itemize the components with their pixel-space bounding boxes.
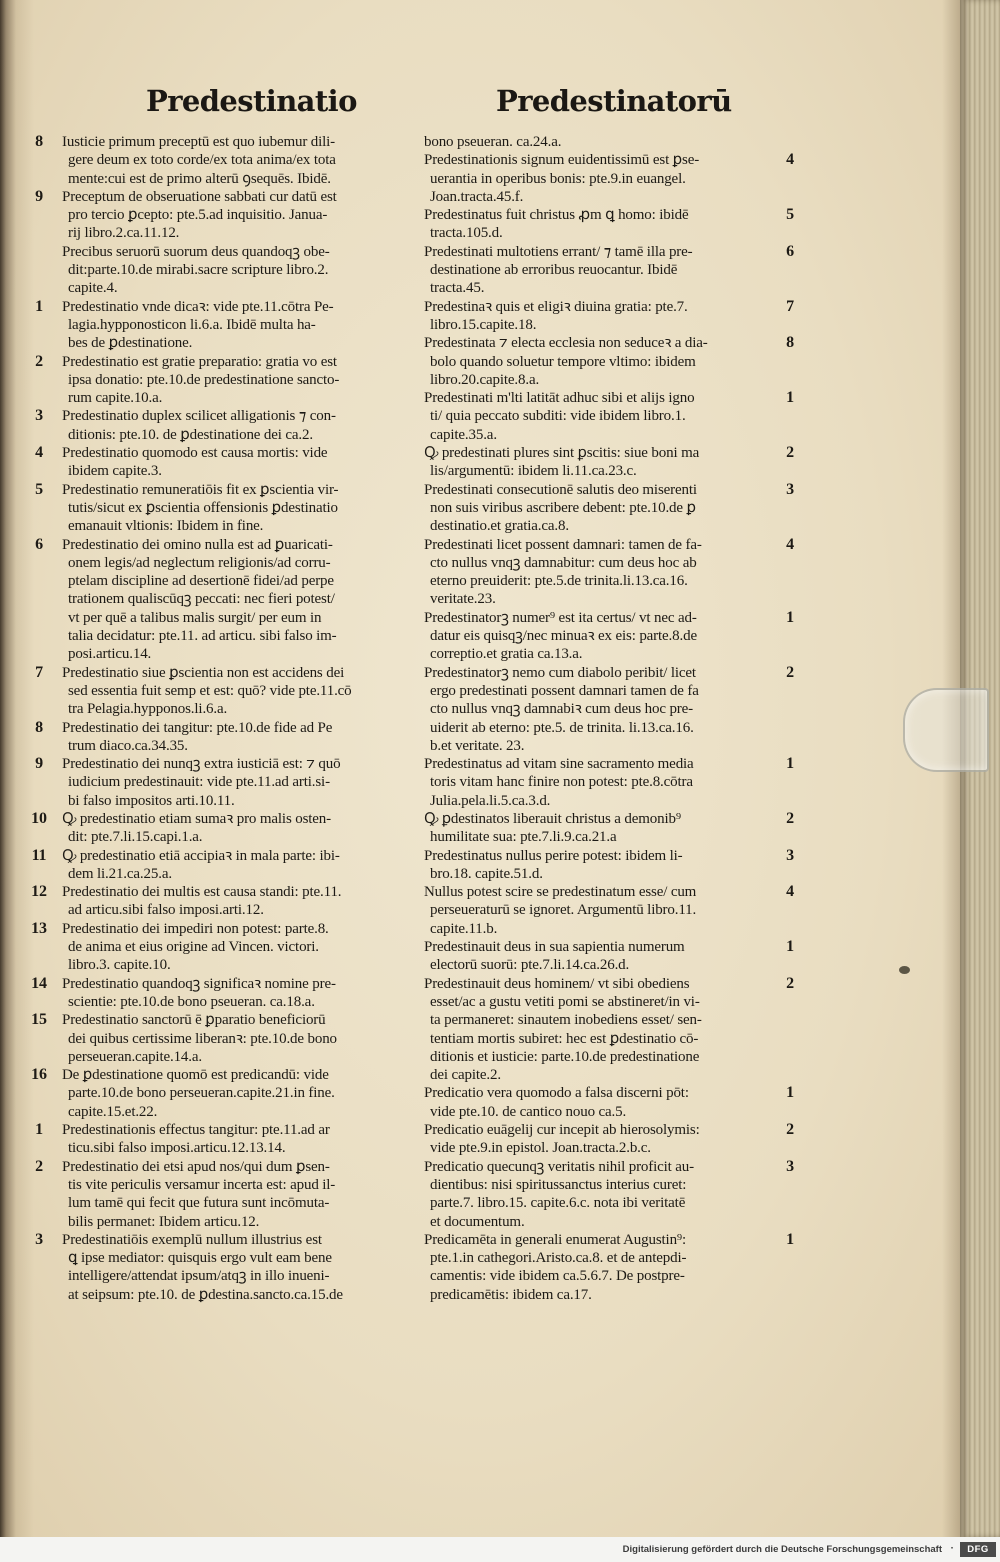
entry-line: perseueraturū se ignoret. Argumentū libro.11. — [430, 902, 697, 919]
index-entry — [424, 480, 794, 536]
entry-line: Predestinatio dei multis est causa standi: pte.11. — [62, 884, 342, 901]
entry-number: 1 — [786, 938, 794, 956]
entry-line: predicamētis: ibidem ca.17. — [430, 1286, 592, 1303]
index-entry — [31, 809, 414, 847]
index-column-right — [424, 133, 794, 1304]
entry-line: bono pseueran. ca.24.a. — [424, 134, 562, 150]
index-entry — [424, 151, 794, 206]
index-entry — [62, 243, 414, 298]
entry-line: tra Pelagia.hypponos.li.6.a. — [68, 701, 228, 718]
entry-line: Predestinatio dei impediri non potest: parte.8. — [62, 920, 329, 937]
entry-line: trationem qualiscūqꝫ peccati: nec fieri potest/ — [68, 591, 335, 608]
entry-number: 1 — [35, 1121, 43, 1139]
entry-line: de anima et eius origine ad Vincen. victori. — [68, 939, 319, 956]
entry-line: ipsa donatio: pte.10.de predestinatione sancto- — [68, 371, 340, 388]
entry-line: parte.10.de bono perseueran.capite.21.in fine. — [68, 1085, 335, 1102]
entry-line: Predestinatio quandoqꝫ significaꝛ nomine pre- — [62, 975, 336, 992]
entry-line: Predestinatio duplex scilicet alligationis ⁊ con- — [62, 408, 336, 425]
entry-number: 1 — [786, 389, 794, 407]
entry-number: 3 — [786, 1157, 794, 1175]
entry-number: 15 — [31, 1011, 47, 1029]
entry-number: 8 — [35, 718, 43, 736]
entry-line: dit:parte.10.de mirabi.sacre scripture libro.2. — [68, 262, 329, 279]
entry-line: capite.11.b. — [430, 920, 498, 937]
entry-line: vide pte.10. de cantico nouo ca.5. — [430, 1103, 627, 1120]
entry-line: cto nullus vnqꝫ damnabiꝛ cum deus hoc pre- — [430, 701, 693, 718]
entry-line: et documentum. — [430, 1213, 525, 1230]
index-entry — [424, 334, 794, 389]
entry-line: emanauit vltionis: Ibidem in fine. — [68, 518, 264, 535]
entry-line: Predestinatio remuneratiōis fit ex ꝑscientia vir- — [62, 481, 339, 498]
entry-line: Ꝙ predestinatio etiam sumaꝛ pro malis osten- — [62, 810, 331, 827]
entry-line: Predestinatio dei nunqꝫ extra iusticiā est: ⁊ quō — [62, 756, 341, 773]
entry-number: 5 — [35, 480, 43, 498]
index-entry — [424, 755, 794, 810]
entry-number: 5 — [786, 206, 794, 224]
index-entry — [35, 187, 414, 243]
entry-line: uerantia in operibus bonis: pte.9.in euangel. — [430, 170, 686, 187]
entry-number: 7 — [786, 297, 794, 315]
entry-line: eterno preuiderit: pte.5.de trinita.li.13.ca.16. — [430, 573, 688, 590]
entry-line: dei capite.2. — [430, 1067, 501, 1084]
entry-line: esset/ac a gustu vetiti pomi se abstineret/in vi- — [430, 993, 700, 1010]
entry-number: 1 — [786, 755, 794, 773]
entry-line: tentiam mortis subiret: hec est ꝑdestinatio cō- — [430, 1030, 699, 1047]
index-entry — [31, 883, 414, 920]
entry-line: Predestinatio dei etsi apud nos/qui dum ꝑsen- — [62, 1158, 330, 1175]
entry-number: 2 — [786, 663, 794, 681]
entry-number: 3 — [35, 407, 43, 425]
index-entry — [31, 974, 414, 1012]
entry-line: Predestinatus fuit christus ꝓm ꝗ homo: ibidē — [424, 207, 689, 224]
entry-line: Preceptum de obseruatione sabbati cur datū est — [62, 188, 337, 205]
index-entry — [424, 938, 794, 975]
entry-line: Ꝙ predestinati plures sint ꝑscitis: siue boni ma — [424, 445, 700, 462]
entry-line: Predestinatio quomodo est causa mortis: vide — [62, 445, 328, 462]
entry-number: 6 — [786, 242, 794, 260]
entry-line: bolo quando soluetur tempore vltimo: ibidem — [430, 353, 696, 370]
entry-line: Predestinauit deus in sua sapientia numerum — [424, 939, 685, 956]
index-entry — [424, 608, 794, 664]
entry-line: Joan.tracta.45.f. — [430, 188, 524, 205]
entry-line: dientibus: nisi spiritussanctus interius curet: — [430, 1176, 687, 1193]
entry-line: datur eis quisqꝫ/nec minuaꝛ ex eis: parte.8.de — [430, 628, 697, 645]
entry-number: 2 — [35, 1157, 43, 1175]
entry-line: vt per quē a talibus malis surgit/ per eum in — [68, 609, 322, 626]
entry-number: 3 — [786, 480, 794, 498]
entry-number: 9 — [35, 755, 43, 773]
entry-line: Predestinatorꝫ numer⁹ est ita certus/ vt nec ad- — [424, 609, 697, 626]
index-entry — [424, 1084, 794, 1121]
entry-line: toris vitam hanc finire non potest: pte.8.cōtra — [430, 774, 693, 791]
index-entry — [424, 883, 794, 938]
entry-number: 4 — [786, 883, 794, 901]
entry-line: onem legis/ad neglectum religionis/ad corru- — [68, 554, 331, 571]
entry-number: 2 — [786, 974, 794, 992]
entry-line: destinatio.et gratia.ca.8. — [430, 518, 569, 535]
entry-number: 12 — [31, 883, 47, 901]
entry-line: tutis/sicut ex ꝑscientia offensionis ꝑdestinatio — [68, 499, 338, 516]
entry-line: capite.4. — [68, 280, 118, 297]
entry-line: Ꝙ ꝑdestinatos liberauit christus a demonib⁹ — [424, 810, 681, 827]
entry-line: Precibus seruorū suorum deus quandoqꝫ obe- — [62, 243, 330, 260]
index-entry — [35, 755, 414, 810]
entry-line: ergo predestinati possent damnari tamen de fa — [430, 682, 699, 699]
entry-line: iudicium predestinauit: vide pte.11.ad arti.si- — [68, 774, 330, 791]
entry-line: ti/ quia peccato subditi: vide ibidem libro.1. — [430, 408, 686, 425]
ink-spot — [899, 966, 910, 974]
index-entry — [424, 1157, 794, 1231]
entry-number: 4 — [786, 151, 794, 169]
entry-number: 2 — [786, 809, 794, 827]
entry-line: perseueran.capite.14.a. — [68, 1048, 202, 1065]
running-head-right: Predestinatorū — [496, 84, 732, 118]
entry-line: lagia.hypponosticon li.6.a. Ibidē multa ha- — [68, 316, 316, 333]
index-entry — [31, 1011, 414, 1066]
entry-line: uiderit ab eterno: pte.5. de trinita. li.13.ca.16. — [430, 719, 694, 736]
entry-number: 2 — [786, 444, 794, 462]
entry-line: dit: pte.7.li.15.capi.1.a. — [68, 829, 203, 846]
entry-line: libro.15.capite.18. — [430, 316, 537, 333]
entry-line: pte.1.in cathegori.Aristo.ca.8. et de antepdi- — [430, 1250, 687, 1267]
funding-notice: Digitalisierung gefördert durch die Deutsche Forschungsgemeinschaft — [622, 1544, 942, 1555]
entry-line: Predestinationis effectus tangitur: pte.11.ad ar — [62, 1122, 330, 1139]
entry-line: bi falso impositos arti.10.11. — [68, 792, 235, 809]
entry-number: 1 — [786, 1084, 794, 1102]
index-entry — [424, 133, 776, 151]
entry-line: camentis: vide ibidem ca.5.6.7. De postpre- — [430, 1268, 685, 1285]
entry-line: tracta.45. — [430, 280, 485, 297]
entry-line: at seipsum: pte.10. de ꝑdestina.sancto.ca.15.de — [68, 1286, 343, 1303]
entry-line: cto nullus vnqꝫ damnabitur: cum deus hoc ab — [430, 554, 697, 571]
entry-line: posi.articu.14. — [68, 646, 152, 663]
running-head-left: Predestinatio — [146, 84, 357, 118]
entry-line: Predestinati consecutionē salutis deo miserenti — [424, 481, 697, 498]
entry-line: Predestinatorꝫ nemo cum diabolo peribit/ licet — [424, 664, 696, 681]
entry-line: Predestinatus nullus perire potest: ibidem li- — [424, 847, 683, 864]
entry-line: Predicatio euāgelij cur incepit ab hierosolymis: — [424, 1122, 700, 1139]
entry-line: ticu.sibi falso imposi.articu.12.13.14. — [68, 1140, 286, 1157]
footer-separator: · — [950, 1543, 954, 1554]
index-entry — [424, 974, 794, 1085]
entry-number: 2 — [786, 1121, 794, 1139]
entry-line: Predestinati licet possent damnari: tamen de fa- — [424, 536, 702, 553]
index-entry — [424, 809, 794, 847]
index-entry — [35, 297, 414, 353]
entry-number: 7 — [35, 663, 43, 681]
entry-number: 10 — [31, 809, 47, 827]
entry-line: Predestinatio vnde dicaꝛ: vide pte.11.cōtra Pe- — [62, 298, 334, 315]
index-entry — [424, 389, 794, 444]
entry-number: 8 — [35, 133, 43, 150]
index-entry — [424, 297, 794, 335]
entry-line: lis/argumentū: ibidem li.11.ca.23.c. — [430, 463, 637, 480]
entry-line: intelligere/attendat ipsum/atqꝫ in illo inueni- — [68, 1268, 330, 1285]
entry-line: Predestinatio dei tangitur: pte.10.de fide ad Pe — [62, 719, 333, 736]
entry-line: sed essentia fuit semp et est: quō? vide pte.11.cō — [68, 682, 352, 699]
index-entry — [31, 919, 414, 975]
entry-line: tis vite periculis versamur incerta est: apud il- — [68, 1176, 336, 1193]
entry-line: bro.18. capite.51.d. — [430, 865, 543, 882]
index-entry — [424, 242, 794, 298]
index-entry — [424, 206, 794, 243]
index-entry — [31, 1066, 414, 1121]
index-entry — [35, 352, 414, 408]
entry-line: bilis permanet: Ibidem articu.12. — [68, 1213, 260, 1230]
entry-number: 11 — [31, 846, 47, 864]
index-entry — [35, 407, 414, 444]
entry-number: 3 — [35, 1230, 43, 1248]
entry-line: libro.3. capite.10. — [68, 957, 171, 974]
entry-line: ꝗ ipse mediator: quisquis ergo vult eam bene — [68, 1250, 332, 1267]
index-entry — [424, 535, 794, 609]
entry-number: 4 — [35, 444, 43, 462]
entry-line: Ꝙ predestinatio etiā accipiaꝛ in mala parte: ibi- — [62, 847, 340, 864]
entry-line: Predestinatio dei omino nulla est ad ꝑuaricati- — [62, 536, 333, 553]
index-entry — [35, 1121, 414, 1158]
entry-number: 16 — [31, 1066, 47, 1084]
index-entry — [35, 535, 414, 664]
entry-line: ptelam discipline ad desertionē fidei/ad perpe — [68, 573, 334, 590]
entry-line: Julia.pela.li.5.ca.3.d. — [430, 792, 551, 809]
entry-line: Predestinationis signum euidentissimū est ꝑse- — [424, 152, 700, 169]
entry-line: scientie: pte.10.de bono pseueran. ca.18.a. — [68, 993, 315, 1010]
index-entry — [35, 133, 414, 188]
index-entry — [424, 846, 794, 884]
entry-line: Predestinaꝛ quis et eligiꝛ diuina gratia: pte.7. — [424, 298, 688, 315]
entry-line: Predestinatus ad vitam sine sacramento media — [424, 756, 694, 773]
entry-line: vide pte.9.in epistol. Joan.tracta.2.b.c. — [430, 1140, 651, 1157]
entry-line: talia decidatur: pte.11. ad articu. sibi falso im- — [68, 628, 337, 645]
entry-line: Predestinauit deus hominem/ vt sibi obediens — [424, 975, 690, 992]
entry-line: rum capite.10.a. — [68, 390, 163, 407]
index-entry — [31, 846, 414, 884]
index-entry — [424, 1230, 794, 1304]
entry-number: 2 — [35, 352, 43, 370]
entry-line: Predestinati m'lti latitāt adhuc sibi et alijs igno — [424, 390, 695, 407]
entry-line: non suis viribus ascribere debent: pte.10.de ꝑ — [430, 499, 696, 516]
entry-line: De ꝑdestinatione quomō est predicandū: vide — [62, 1067, 329, 1084]
entry-line: pro tercio ꝑcepto: pte.5.ad inquisitio. Janua- — [68, 207, 328, 224]
entry-number: 9 — [35, 187, 43, 205]
entry-line: Predestinatio siue ꝑscientia non est accidens dei — [62, 664, 345, 681]
entry-line: electorū suorū: pte.7.li.14.ca.26.d. — [430, 957, 630, 974]
entry-line: dem li.21.ca.25.a. — [68, 865, 172, 882]
entry-line: tracta.105.d. — [430, 225, 503, 242]
entry-number: 1 — [786, 1230, 794, 1248]
index-entry — [35, 444, 414, 481]
entry-line: libro.20.capite.8.a. — [430, 371, 540, 388]
index-column-left — [31, 133, 414, 1304]
entry-line: capite.15.et.22. — [68, 1103, 158, 1120]
dfg-logo-icon[interactable]: DFG — [960, 1542, 996, 1557]
index-entry — [424, 663, 794, 755]
entry-line: dei quibus certissime liberanꝛ: pte.10.de bono — [68, 1030, 337, 1047]
entry-line: ditionis et iusticie: parte.10.de predestinatione — [430, 1048, 700, 1065]
bookmark-clip — [903, 688, 989, 772]
entry-line: Predestinatio sanctorū ē ꝑparatio beneficiorū — [62, 1012, 326, 1029]
entry-line: lum tamē qui fecit que futura sunt incōmuta- — [68, 1195, 330, 1212]
index-entry — [424, 1121, 794, 1158]
entry-line: gere deum ex toto corde/ex tota anima/ex tota — [68, 152, 336, 169]
entry-line: Predestinatiōis exemplū nullum illustrius est — [62, 1231, 322, 1248]
entry-number: 1 — [35, 297, 43, 315]
entry-line: bes de ꝑdestinatione. — [68, 335, 193, 352]
footer-bar — [0, 1537, 1000, 1562]
entry-line: ditionis: pte.10. de ꝑdestinatione dei ca.2. — [68, 426, 313, 443]
entry-line: Iusticie primum preceptū est quo iubemur dili- — [62, 134, 336, 150]
entry-number: 13 — [31, 919, 47, 937]
index-entry — [35, 1157, 414, 1231]
entry-line: capite.35.a. — [430, 426, 497, 443]
index-entry — [424, 444, 794, 481]
entry-line: Predestinati multotiens errant/ ⁊ tamē illa pre- — [424, 243, 693, 260]
entry-number: 8 — [786, 334, 794, 352]
entry-line: Predestinatio est gratie preparatio: gratia vo est — [62, 353, 337, 370]
entry-line: destinatione ab erroribus reuocantur. Ibidē — [430, 262, 678, 279]
entry-line: ta permaneret: sinautem inobediens esset/ sen- — [430, 1012, 702, 1029]
entry-line: mente:cui est de primo alterū ꝯsequēs. Ibidē. — [68, 170, 331, 187]
entry-number: 3 — [786, 846, 794, 864]
index-entry — [35, 718, 414, 756]
entry-line: veritate.23. — [430, 591, 496, 608]
entry-number: 6 — [35, 535, 43, 553]
entry-line: parte.7. libro.15. capite.6.c. nota ibi veritatē — [430, 1195, 686, 1212]
entry-number: 4 — [786, 535, 794, 553]
entry-line: correptio.et gratia ca.13.a. — [430, 646, 583, 663]
index-entry — [35, 663, 414, 719]
entry-line: Predicatio vera quomodo a falsa discerni pōt: — [424, 1085, 689, 1102]
entry-number: 14 — [31, 974, 47, 992]
entry-line: ad articu.sibi falso imposi.arti.12. — [68, 902, 264, 919]
entry-line: b.et veritate. 23. — [430, 737, 525, 754]
index-entry — [35, 1230, 414, 1304]
entry-line: Predicamēta in generali enumerat Augustin⁹: — [424, 1231, 687, 1248]
entry-line: trum diaco.ca.34.35. — [68, 737, 188, 754]
entry-line: Predicatio quecunqꝫ veritatis nihil proficit au- — [424, 1158, 694, 1175]
entry-line: Nullus potest scire se predestinatum esse/ cum — [424, 884, 697, 901]
entry-line: ibidem capite.3. — [68, 463, 162, 480]
index-entry — [35, 480, 414, 536]
entry-line: humilitate sua: pte.7.li.9.ca.21.a — [430, 829, 617, 846]
entry-line: Predestinata ⁊ electa ecclesia non seduceꝛ a dia- — [424, 335, 708, 352]
entry-number: 1 — [786, 608, 794, 626]
entry-line: rij libro.2.ca.11.12. — [68, 225, 180, 242]
